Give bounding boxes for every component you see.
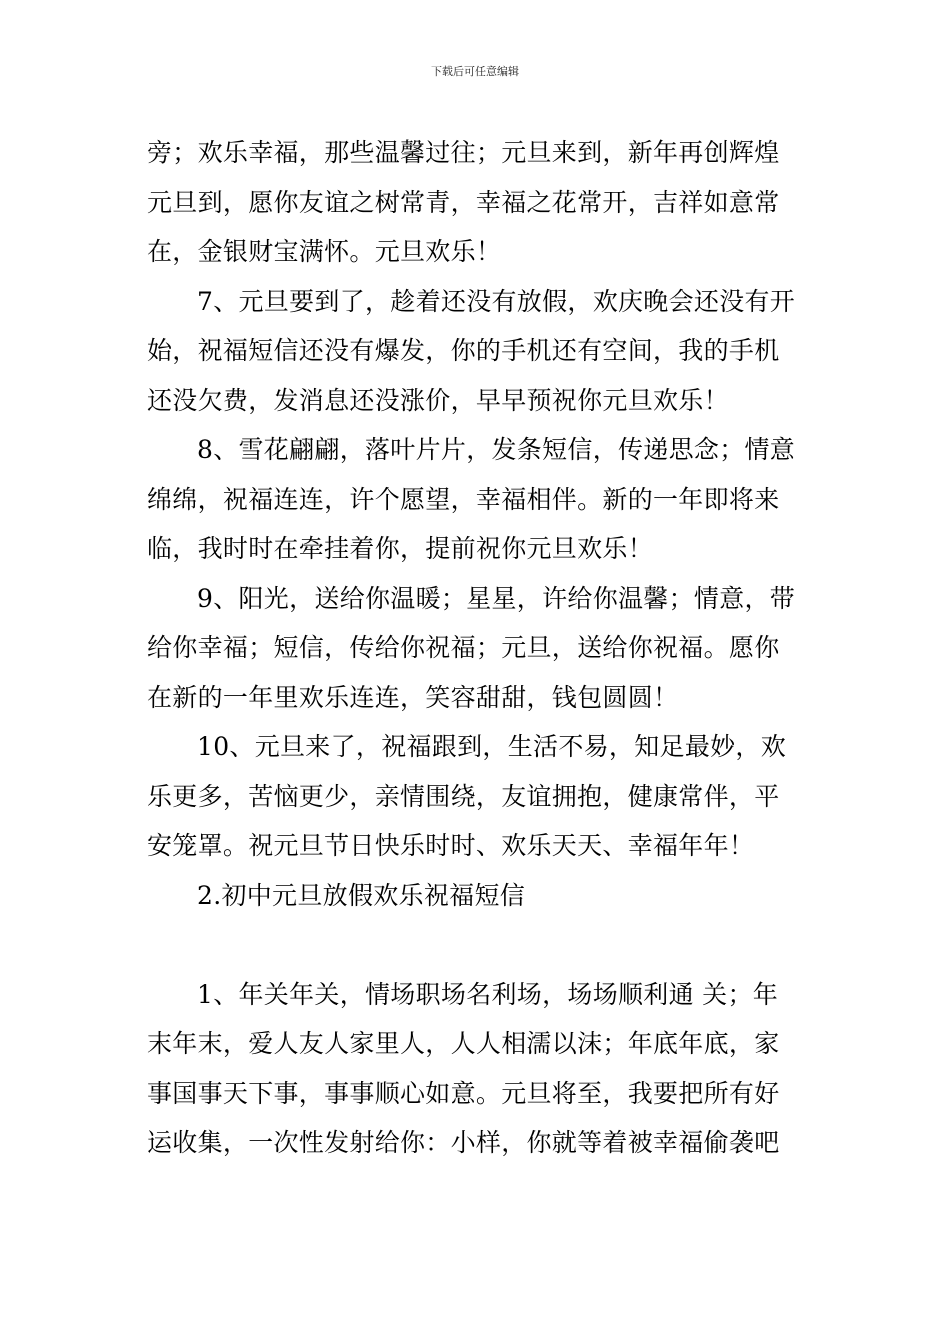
- paragraph-start-7: 7、元旦要到了，趁着还没有放假，欢庆晚会还没有开: [197, 286, 796, 316]
- text-line: 乐更多，苦恼更少，亲情围绕，友谊拥抱，健康常伴，平: [147, 781, 780, 811]
- paragraph-start-9: 9、阳光，送给你温暖；星星，许给你温馨；情意，带: [197, 583, 796, 613]
- text-line: 元旦到，愿你友谊之树常青，幸福之花常开，吉祥如意常: [147, 187, 780, 217]
- document-body: [147, 128, 807, 1168]
- blank-line: [147, 920, 807, 970]
- text-line: 始，祝福短信还没有爆发，你的手机还有空间，我的手机: [147, 336, 780, 365]
- text-line: 安笼罩。祝元旦节日快乐时时、欢乐天天、幸福年年！: [147, 831, 755, 860]
- paragraph-start-10: 10、元旦来了，祝福跟到，生活不易，知足最妙，欢: [197, 732, 787, 761]
- section-heading: 2.初中元旦放假欢乐祝福短信: [197, 880, 526, 910]
- text-line: 在，金银财宝满怀。元旦欢乐！: [147, 237, 502, 266]
- text-line: 旁；欢乐幸福，那些温馨过往；元旦来到，新年再创辉煌: [147, 138, 780, 167]
- paragraph-start-8: 8、雪花翩翩，落叶片片，发条短信，传递思念；情意: [197, 435, 796, 464]
- paragraph-start-1: 1、年关年关，情场职场名利场，场场顺利通 关；年: [197, 979, 779, 1009]
- page-header: 下载后可任意编辑: [431, 65, 519, 78]
- text-line: 运收集，一次性发射给你：小样，你就等着被幸福偷袭吧: [147, 1128, 780, 1157]
- text-line: 绵绵，祝福连连，许个愿望，幸福相伴。新的一年即将来: [147, 484, 780, 514]
- text-line: 临，我时时在牵挂着你，提前祝你元旦欢乐！: [147, 534, 654, 563]
- text-line: 在新的一年里欢乐连连，笑容甜甜，钱包圆圆！: [147, 682, 679, 712]
- text-line: 还没欠费，发消息还没涨价，早早预祝你元旦欢乐！: [147, 385, 729, 415]
- text-line: 给你幸福；短信，传给你祝福；元旦，送给你祝福。愿你: [147, 633, 780, 662]
- text-line: 事国事天下事，事事顺心如意。元旦将至，我要把所有好: [147, 1078, 780, 1108]
- text-line: 末年末，爱人友人家里人，人人相濡以沫；年底年底，家: [147, 1029, 780, 1058]
